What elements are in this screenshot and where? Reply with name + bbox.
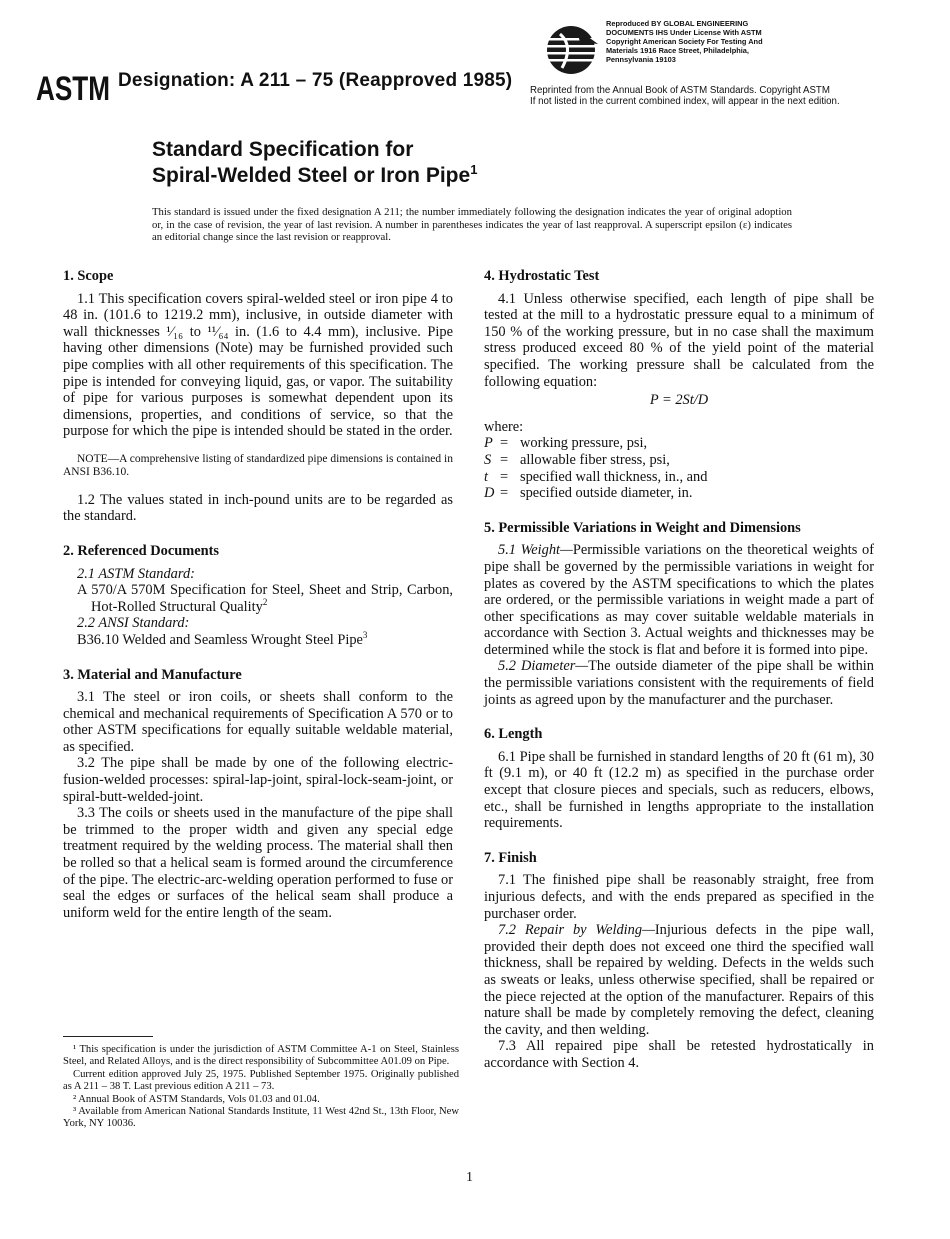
variable-row xyxy=(484,435,707,452)
section-finish xyxy=(484,850,874,1072)
reference-text: B36.10 Welded and Seamless Wrought Steel Pipe xyxy=(77,631,363,648)
footnote-divider xyxy=(63,1036,153,1037)
equation: P = 2St/D xyxy=(649,392,709,409)
paragraph: 4.1 Unless otherwise specified, each length of pipe shall be tested at the mill to a hydrostatic pressure equal to a minimum of 150 % of the working pressure, but in no case shall the maximum stress produced exceed 80 % of the yield point of the material specified. The working pressure shall be calculated from the following equation: xyxy=(484,290,874,390)
paragraph xyxy=(484,922,874,1038)
section-length xyxy=(484,726,874,832)
section-heading: 3. Material and Manufacture xyxy=(63,666,242,683)
paragraph: 3.3 The coils or sheets used in the manufacture of the pipe shall be trimmed to the proper width and given any special edge treatment required by the welding process. The material shall then be rolled so that a helical seam is formed around the circumference of the pipe. The electric-arc-welding operation performed to fuse or seal the edges or surfaces of the helical seam shall produce a uniform weld for the entire length of the seam. xyxy=(63,805,453,921)
footnote: ³ Available from American National Standards Institute, 11 West 42nd St., 13th Floor, New York, NY 10036. xyxy=(63,1106,459,1130)
equals-sign: = xyxy=(500,451,509,468)
preamble: This standard is issued under the fixed designation A 211; the number immediately following the designation indicates the year of original adoption or, in the case of revision, the year of last revision. A number in parentheses indicates the year of last reapproval. A superscript epsilon (ε) indicates an editorial change since the last revision or reapproval. xyxy=(152,206,792,243)
paragraph: 1.2 The values stated in inch-pound units are to be regarded as the standard. xyxy=(63,491,453,525)
repro-line: Pennsylvania 19103 xyxy=(606,54,676,64)
reference-entry xyxy=(63,632,453,649)
note: NOTE—A comprehensive listing of standardized pipe dimensions is contained in ANSI B36.10. xyxy=(63,452,453,479)
repro-line: Copyright American Society For Testing And xyxy=(606,36,763,46)
section-heading: 7. Finish xyxy=(484,849,537,866)
footnote-mark: 3 xyxy=(362,630,368,641)
reproduction-notice xyxy=(606,20,781,65)
footnote: ² Annual Book of ASTM Standards, Vols 01.03 and 01.04. xyxy=(73,1093,320,1105)
variable-definition: allowable fiber stress, psi, xyxy=(520,451,670,468)
reference-entry xyxy=(63,582,453,615)
section-heading: 6. Length xyxy=(484,726,543,743)
subheading: 2.1 ASTM Standard: xyxy=(77,565,195,582)
section-referenced-documents xyxy=(63,543,453,649)
equals-sign: = xyxy=(500,468,509,485)
variable-symbol: t xyxy=(484,468,488,485)
variable-symbol: S xyxy=(484,451,492,468)
reprint-line: If not listed in the current combined index, will appear in the next edition. xyxy=(530,96,840,107)
variable-list xyxy=(484,435,707,501)
section-variations xyxy=(484,520,874,709)
left-column xyxy=(63,268,453,939)
paragraph-label: 5.2 Diameter— xyxy=(498,658,589,675)
document-title xyxy=(152,137,477,189)
subheading: 2.2 ANSI Standard: xyxy=(77,615,190,632)
globe-logo-icon xyxy=(540,24,602,76)
section-heading: 1. Scope xyxy=(63,268,114,284)
variable-definition: specified outside diameter, in. xyxy=(520,485,693,502)
variable-symbol: D xyxy=(484,485,495,502)
title-line-1: Standard Specification for xyxy=(152,138,414,161)
paragraph-label: 5.1 Weight— xyxy=(498,542,573,559)
paragraph xyxy=(484,658,874,708)
repro-line: DOCUMENTS IHS Under License With ASTM xyxy=(606,27,762,37)
paragraph: 1.1 This specification covers spiral-welded steel or iron pipe 4 to 48 in. (101.6 to 1219.2 mm), inclusive, in outside diameter with wall thicknesses ¹⁄₁₆ to ¹¹⁄₆₄ in. (1.6 to 4.4 mm), inclusive. Pipe having other dimensions (Note) may be furnished provided such pipe complies with all other requirements of this specification. The pipe is intended for conveying liquid, gas, or vapor. The suitability of pipe for various purposes is somewhat dependent upon its dimensions, properties, and conditions of service, so that the purpose for which the pipe is intended should be stated in the order. xyxy=(63,290,453,440)
equals-sign: = xyxy=(500,435,509,452)
right-column xyxy=(484,268,874,1090)
variable-row xyxy=(484,452,707,469)
paragraph: 7.3 All repaired pipe shall be retested hydrostatically in accordance with Section 4. xyxy=(484,1038,874,1071)
section-heading: 2. Referenced Documents xyxy=(63,542,219,559)
footnote: Current edition approved July 25, 1975. Published September 1975. Originally published as A 211 – 38 T. Last previous edition A 211 – 73. xyxy=(63,1068,459,1093)
astm-logo-text: ASTM xyxy=(36,70,110,108)
designation: Designation: A 211 – 75 (Reapproved 1985) xyxy=(118,70,513,91)
paragraph-label: 7.2 Repair by Welding— xyxy=(498,922,655,939)
variable-definition: specified wall thickness, in., and xyxy=(520,468,708,485)
paragraph: 3.2 The pipe shall be made by one of the following electric-fusion-welded processes: spiral-lap-joint, spiral-lock-seam-joint, or spiral-butt-welded-joint. xyxy=(63,755,453,805)
astm-logo xyxy=(34,60,112,110)
reference-text: A 570/A 570M Specification for Steel, Sheet and Strip, Carbon, Hot-Rolled Structural Quality xyxy=(77,582,453,615)
page-number: 1 xyxy=(466,1170,473,1185)
equals-sign: = xyxy=(500,485,509,502)
where-label: where: xyxy=(484,418,524,435)
variable-symbol: P xyxy=(484,435,493,452)
repro-line: Reproduced BY GLOBAL ENGINEERING xyxy=(606,19,749,28)
repro-line: Materials 1916 Race Street, Philadelphia, xyxy=(606,45,749,55)
paragraph: 3.1 The steel or iron coils, or sheets shall conform to the chemical and mechanical requirements of Specification A 570 or to other ASTM specifications for equally suitable weldable material, as specified. xyxy=(63,689,453,755)
title-text: Spiral-Welded Steel or Iron Pipe xyxy=(152,164,471,187)
paragraph xyxy=(484,542,874,658)
footnote-mark: 2 xyxy=(262,596,268,607)
footnote: ¹ This specification is under the jurisdiction of ASTM Committee A-1 on Steel, Stainless Steel, and Related Alloys, and is the direct responsibility of Subcommittee A01.09 on Pipe. xyxy=(63,1044,459,1068)
section-material xyxy=(63,667,453,922)
section-heading: 5. Permissible Variations in Weight and Dimensions xyxy=(484,519,801,536)
reprint-line: Reprinted from the Annual Book of ASTM Standards. Copyright ASTM xyxy=(530,85,830,96)
section-scope xyxy=(63,268,453,525)
footnotes xyxy=(63,1044,459,1131)
title-line-2 xyxy=(152,163,477,189)
title-footnote-mark: 1 xyxy=(470,162,478,177)
variable-row xyxy=(484,469,707,486)
paragraph-text: The outside diameter of the pipe shall be within the permissible variations consistent with the requirements of field joints as agreed upon by the manufacturer and the purchaser. xyxy=(484,658,875,708)
paragraph-text: Permissible variations on the theoretical weights of pipe shall be governed by the permissible variations in weight for plates as covered by the ASTM specifications to which the plates are ordered, or the permissible variations in weight made a part of other specifications as may cover suitable weldable materials in accordance with Section 3. Actual weights and thicknesses may be determined while the stock is flat and before it is formed into pipe. xyxy=(484,542,874,658)
variable-row xyxy=(484,485,707,502)
section-heading: 4. Hydrostatic Test xyxy=(484,268,600,284)
paragraph-text: Injurious defects in the pipe wall, provided their depth does not exceed one third the specified wall thickness, shall be repaired by welding. Defects in the welds such as sweats or leaks, unless otherwise specified, shall be repaired or the piece rejected at the option of the manufacturer. Repairs of this nature shall be made by completely removing the defect, cleaning the cavity, and then welding. xyxy=(484,922,875,1038)
paragraph: 6.1 Pipe shall be furnished in standard lengths of 20 ft (61 m), 30 ft (9.1 m), or 40 ft (12.2 m) as specified in the purchase order except that closure pieces and specials, such as reducers, elbows, etc., shall be furnished in lengths appropriate to the installation requirements. xyxy=(484,748,874,832)
reprint-notice xyxy=(530,85,850,107)
paragraph: 7.1 The finished pipe shall be reasonably straight, free from injurious defects, and with the ends prepared as specified in the purchaser order. xyxy=(484,872,874,922)
section-hydrostatic xyxy=(484,268,874,502)
variable-definition: working pressure, psi, xyxy=(520,435,648,452)
